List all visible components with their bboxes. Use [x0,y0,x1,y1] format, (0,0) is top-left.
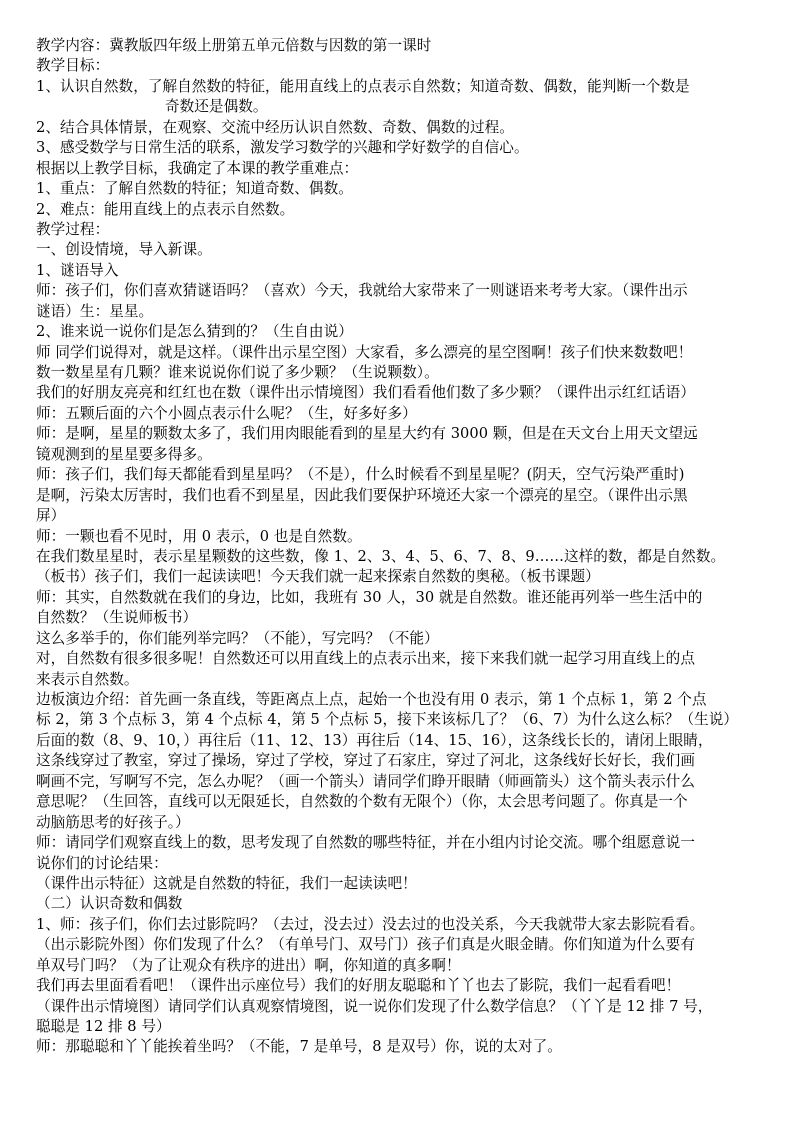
paragraph-line: 单双号门吗？（为了让观众有秩序的进出）啊，你知道的真多啊！ [36,956,461,974]
paragraph-line: （板书）孩子们，我们一起读读吧！今天我们就一起来探索自然数的奥秘。（板书课题） [36,568,600,586]
goal-2-line: 2、结合具体情景，在观察、交流中经历认识自然数、奇数、偶数的过程。 [36,118,514,136]
paragraph-line: 师：其实，自然数就在我们的身边，比如，我班有 30 人，30 就是自然数。谁还能再列举一些生活中的 [36,588,703,606]
paragraph-line: 谜语）生：星星。 [36,302,154,320]
paragraph-line: （课件出示特征）这就是自然数的特征，我们一起读读吧！ [36,874,417,892]
paragraph-line: 在我们数星星时，表示星星颗数的这些数，像 1、2、3、4、5、6、7、8、9……这样的数，都是自然数。 [36,547,726,565]
paragraph-line: 师：五颗后面的六个小圆点表示什么呢？（生，好多好多） [36,404,417,422]
section-2-heading: （二）认识奇数和偶数 [36,895,183,913]
paragraph-line: 这条线穿过了教室，穿过了操场，穿过了学校，穿过了石家庄，穿过了河北，这条线好长好长，我们画 [36,752,695,770]
paragraph-line: 来表示自然数。 [36,670,139,688]
paragraph-line: 师 同学们说得对，就是这样。（课件出示星空图）大家看，多么漂亮的星空图啊！孩子们快来数数吧！ [36,343,693,361]
paragraph-line: 说你们的讨论结果： [36,854,168,872]
paragraph-line: 意思呢？（生回答，直线可以无限延长，自然数的个数有无限个）（你，太会思考问题了。你真是一个 [36,793,688,811]
paragraph-line: 标 2，第 3 个点标 3，第 4 个点标 4，第 5 个点标 5，接下来该标几了？（6、7）为什么这么标？（生说） [36,711,739,729]
section-1-heading: 一、创设情境，导入新课。 [36,241,212,259]
paragraph-line: 啊画不完，写啊写不完，怎么办呢？（画一个箭头）请同学们睁开眼睛（师画箭头）这个箭头表示什么 [36,772,695,790]
paragraph-line: 是啊，污染太厉害时，我们也看不到星星，因此我们要保护环境还大家一个漂亮的星空。（课件出示黑 [36,486,688,504]
paragraph-line: 对，自然数有很多很多呢！自然数还可以用直线上的点表示出来，接下来我们就一起学习用直线上的点 [36,650,695,668]
paragraph-line: 屏） [36,507,66,525]
goals-heading: 教学目标： [36,57,110,75]
process-heading: 教学过程： [36,220,110,238]
lesson-content-line: 教学内容：冀教版四年级上册第五单元倍数与因数的第一课时 [36,37,432,54]
paragraph-line: 边板演边介绍：首先画一条直线，等距离点上点，起始一个也没有用 0 表示，第 1 个点标 1，第 2 个点 [36,691,707,708]
paragraph-line: 我们再去里面看看吧！（课件出示座位号）我们的好朋友聪聪和丫丫也去了影院，我们一起看看吧！ [36,977,681,995]
paragraph-line: （出示影院外图）你们发现了什么？（有单号门、双号门）孩子们真是火眼金睛。你们知道为什么要有 [36,936,695,954]
paragraph-line: 动脑筋思考的好孩子。） [36,813,190,831]
paragraph-line: 镜观测到的星星要多得多。 [36,445,212,463]
riddle-subheading: 1、谜语导入 [36,261,119,279]
paragraph-line: 师：是啊，星星的颗数太多了，我们用肉眼能看到的星星大约有 3000 颗，但是在天文台上用天文望远 [36,425,698,443]
paragraph-line: 师：那聪聪和丫丫能挨着坐吗？（不能，7 是单号，8 是双号）你，说的太对了。 [36,1038,562,1056]
key-points-intro: 根据以上教学目标，我确定了本课的教学重难点： [36,159,359,177]
paragraph-line: 后面的数（8、9、10，）再往后（11、12、13）再往后（14、15、16），这条线长长的，请闭上眼睛， [36,731,713,749]
paragraph-line: 1、师：孩子们，你们去过影院吗？（去过，没去过）没去过的也没关系，今天我就带大家去影院看看。 [36,915,705,933]
key-point-line: 1、重点：了解自然数的特征；知道奇数、偶数。 [36,180,353,198]
goal-1-line: 1、认识自然数，了解自然数的特征，能用直线上的点表示自然数；知道奇数、偶数，能判断一个数是 [36,77,690,95]
paragraph-line: 师：孩子们，你们喜欢猜谜语吗？（喜欢）今天，我就给大家带来了一则谜语来考考大家。（课件出示 [36,282,688,300]
paragraph-line: 聪聪是 12 排 8 号） [36,1018,171,1035]
paragraph-line: 数一数星星有几颗？谁来说说你们说了多少颗？（生说颗数）。 [36,364,439,381]
paragraph-line: 自然数？（生说师板书） [36,609,198,627]
goal-3-line: 3、感受数学与日常生活的联系，激发学习数学的兴趣和学好数学的自信心。 [36,139,529,157]
paragraph-line: 2、谁来说一说你们是怎么猜到的？（生自由说） [36,323,353,341]
paragraph-line: 师：请同学们观察直线上的数，思考发现了自然数的哪些特征，并在小组内讨论交流。哪个组愿意说一 [36,834,695,852]
goal-1-continuation: 奇数还是偶数。 [165,98,268,116]
paragraph-line: 这么多举手的，你们能列举完吗？（不能），写完吗？（不能） [36,629,439,647]
paragraph-line: （课件出示情境图）请同学们认真观察情境图，说一说你们发现了什么数学信息？（丫丫是 12 排 7 号， [36,997,713,1015]
paragraph-line: 师：孩子们，我们每天都能看到星星吗？（不是），什么时候看不到星星呢？(阴天，空气污染严重时) [36,466,685,484]
difficult-point-line: 2、难点：能用直线上的点表示自然数。 [36,200,295,218]
paragraph-line: 师：一颗也看不见时，用 0 表示，0 也是自然数。 [36,527,362,545]
paragraph-line: 我们的好朋友亮亮和红红也在数（课件出示情境图）我们看看他们数了多少颗？（课件出示红红话语） [36,384,695,402]
lesson-plan-document [36,36,761,1058]
